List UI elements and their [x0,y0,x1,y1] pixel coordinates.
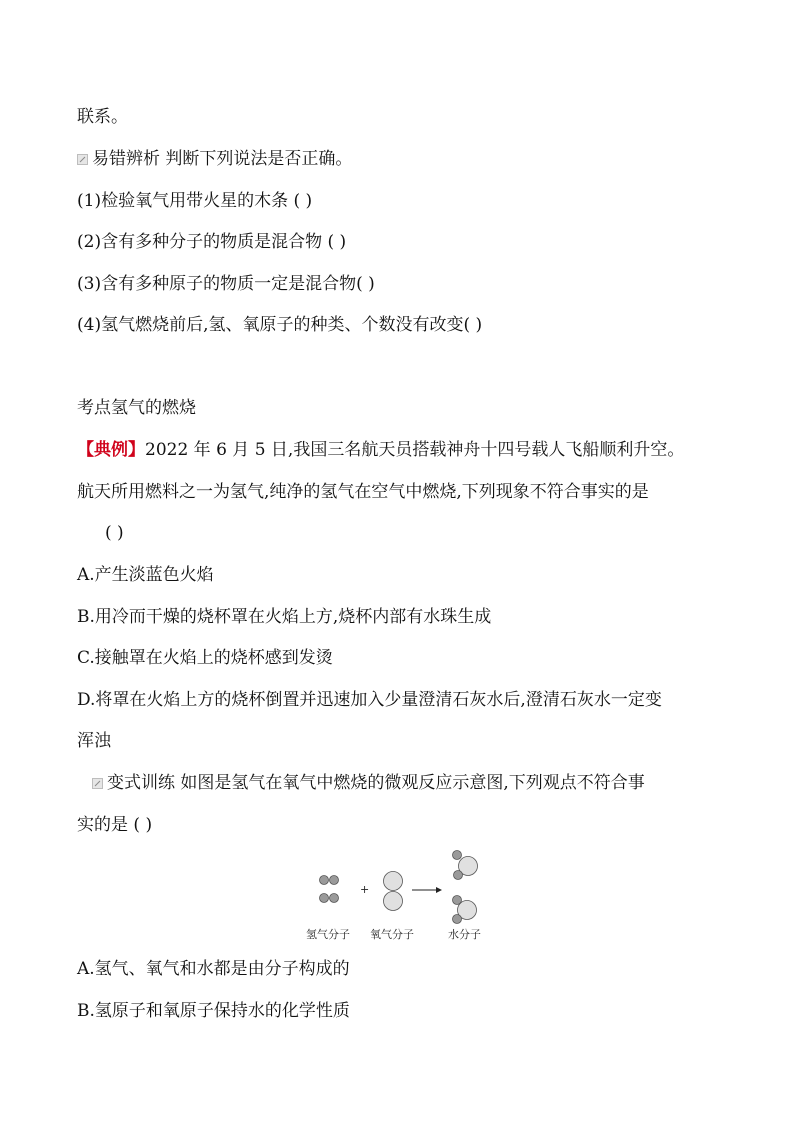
answer-b: B.氢原子和氧原子保持水的化学性质 [77,1001,350,1021]
reaction-diagram [300,846,500,942]
section-marker-icon [77,154,88,165]
water-molecule-label: 水分子 [448,928,481,941]
statement-2: (2)含有多种分子的物质是混合物 ( ) [77,232,347,252]
example-answer-blank: ( ) [105,523,124,543]
statement-4: (4)氢气燃烧前后,氢、氧原子的种类、个数没有改变( ) [77,315,483,335]
answer-a: A.氢气、氧气和水都是由分子构成的 [77,959,350,979]
hydrogen-molecule-2 [320,894,339,903]
section-heading: 考点氢气的燃烧 [77,398,196,418]
variant-line-2: 实的是 ( ) [77,815,153,835]
option-c: C.接触罩在火焰上的烧杯感到发烫 [77,648,333,668]
plus-sign: + [360,883,370,896]
option-d-line-2: 浑浊 [77,731,111,751]
statement-3: (3)含有多种原子的物质一定是混合物( ) [77,274,375,294]
example-label: 【典例】 [77,440,145,460]
example-text: 2022 年 6 月 5 日,我国三名航天员搭载神舟十四号载人飞船顺利升空。 [145,440,685,460]
example-line-1 [77,439,684,461]
example-line-2: 航天所用燃料之一为氢气,纯净的氢气在空气中燃烧,下列现象不符合事实的是 [77,482,649,502]
oxygen-molecule-label: 氧气分子 [370,928,414,941]
oxygen-molecule [384,872,403,911]
option-b: B.用冷而干燥的烧杯罩在火焰上方,烧杯内部有水珠生成 [77,607,492,627]
water-molecule-1 [453,851,478,880]
water-molecule-2 [453,896,477,924]
variant-line-1 [92,772,645,794]
hydrogen-molecule-1 [320,876,339,885]
hydrogen-molecule-label: 氢气分子 [306,928,350,941]
error-analysis-text: 判断下列说法是否正确。 [160,149,353,169]
variant-text: 如图是氢气在氧气中燃烧的微观反应示意图,下列观点不符合事 [175,773,645,793]
reaction-arrow-icon [412,887,442,893]
statement-1: (1)检验氧气用带火星的木条 ( ) [77,191,313,211]
variant-label: 变式训练 [107,773,175,793]
option-a: A.产生淡蓝色火焰 [77,565,214,585]
section-marker-icon [92,778,103,789]
error-analysis-line [77,148,352,170]
text-line-1: 联系。 [77,107,128,127]
option-d-line-1: D.将罩在火焰上方的烧杯倒置并迅速加入少量澄清石灰水后,澄清石灰水一定变 [77,690,662,710]
error-analysis-label: 易错辨析 [92,149,160,169]
